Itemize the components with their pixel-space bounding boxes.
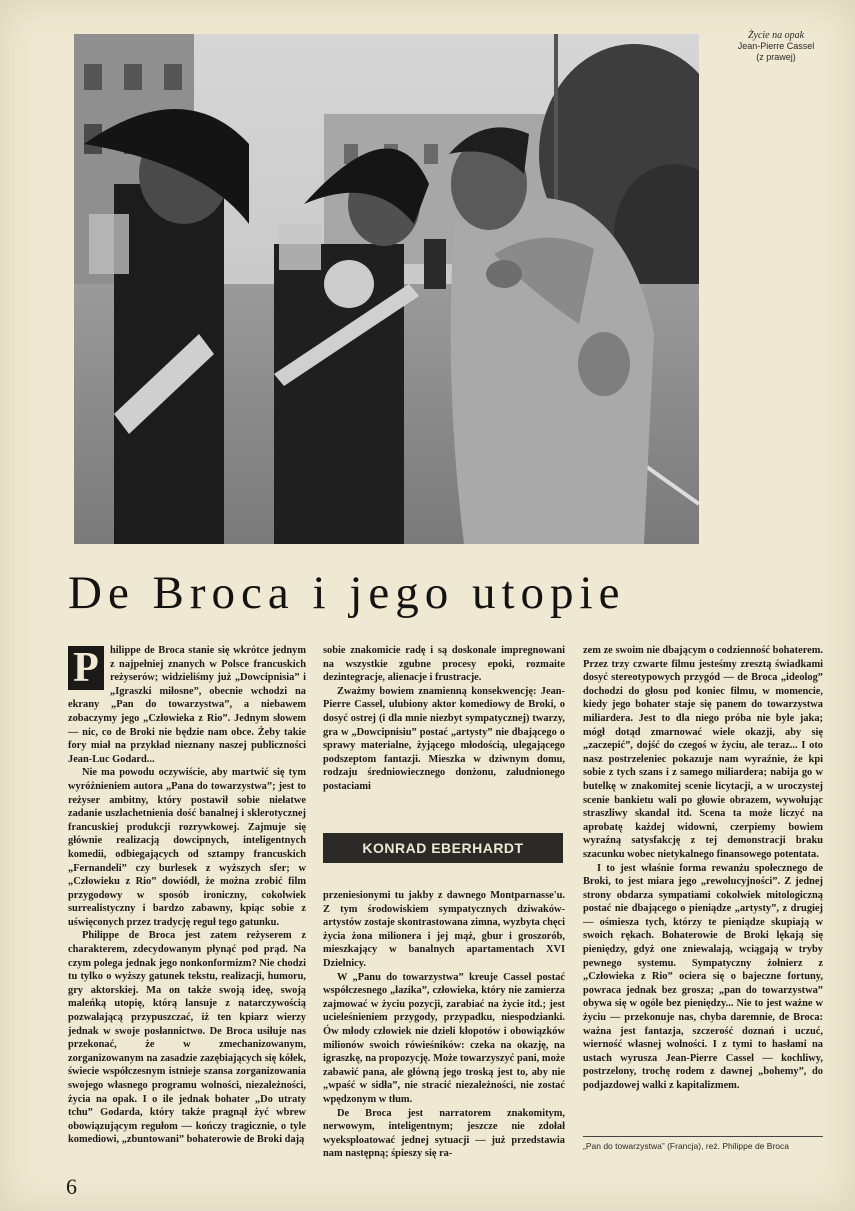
paragraph: przeniesionymi tu jakby z dawnego Montparnasse'u. Z tym środowiskiem sympatycznych dziwaków-artystów zostaje skontrastowana zimna, wyzbyta chęci życia żona milionera i jej mąż, gbur i groszorób, mieszkający w banalnych apartamentach XVI Dzielnicy. — [323, 890, 565, 969]
text-column-2-top — [323, 644, 565, 794]
paragraph: sobie znakomicie radę i są doskonale impregnowani na wszystkie zgubne procesy epoki, rozmaite dezintegracje, alienacje i frustracje. — [323, 645, 565, 684]
page-number: 6 — [66, 1174, 77, 1199]
paragraph: W „Panu do towarzystwa” kreuje Cassel postać współczesnego „łazika”, człowieka, który nie zamierza zajmować w życiu pozycji, zarabiać na życie itd.; jest ucieleśnieniem przygody, przypadku, niespodzianki. Ów młody człowiek nie dzieli kłopotów i obowiązków milionów swoich rówieśników: czeka na okazję, na igraszkę, na propozycję. Może towarzyszyć pani, może zabawić pana, ale główną jego troską jest to, aby nie „wpaść w sidła”, nie stracić niezależności, nie zostać wpędzonym w tłum. — [323, 971, 565, 1105]
caption-line-actor: Jean-Pierre Cassel — [737, 41, 815, 51]
paragraph: zem ze swoim nie dbającym o codzienność bohaterem. Przez trzy czwarte filmu jesteśmy zresztą świadkami dosyć stereotypowych przygód — de Broca „ideolog” dochodzi do głosu pod koniec filmu, w momencie, kiedy jego bohater staje się panem do towarzystwa miliardera. Jest to dla niego próba nie byle jaka; mógł dotąd zmarnować wiele okazji, aby się „zaczepić”, dojść do czegoś w życiu, ale teraz... I oto nasz postrzeleniec pokazuje nam wyraźnie, że kpi sobie z tych szans i z samego miliardera; nabija go w butelkę w znakomitej scenie licytacji, a w uroczystej scenie bankietu wali po głowie obrazem, wywołując straszliwy skandal itd. Scena ta może liczyć na aprobatę każdej widowni, czerpiemy bowiem wyraźną satysfakcję z tej demonstracji braku szacunku wobec nietykalnego finansowego potentata. — [583, 645, 823, 860]
text-column-2-bottom — [323, 889, 565, 1161]
dropcap-letter: P — [68, 646, 104, 690]
paragraph: De Broca jest narratorem znakomitym, nerwowym, inteligentnym; jeszcze nie zdołał wyeksploatować jednej sytuacji — już przedstawia nam następną; śpieszy się ra- — [323, 1107, 565, 1160]
article-headline: De Broca i jego utopie — [68, 567, 626, 619]
film-still-photo — [74, 34, 699, 544]
text-column-3 — [583, 644, 823, 1093]
caption-line-title: Życie na opak — [747, 30, 805, 41]
paragraph-lead — [68, 644, 306, 766]
paragraph: Zważmy bowiem znamienną konsekwencję: Jean-Pierre Cassel, ulubiony aktor komediowy de Broki, o dosyć ostrej (i dla mnie niezbyt sympatycznej) twarzy, gra w „Dowcipnisiu” postać „artysty” nie dbającego o sprawy materialne, żyjącego młodością, ulegającego podszeptom fantazji. Mieszka w dziwnym domu, rodzaju średniowiecznego donżonu, zaludnionego postaciami — [323, 685, 565, 792]
photo-caption-bottom: „Pan do towarzystwa” (Francja), reż. Philippe de Broca — [583, 1141, 789, 1151]
photo-illustration — [74, 34, 699, 544]
caption-divider — [583, 1136, 823, 1137]
paragraph-lead-text: hilippe de Broca stanie się wkrótce jednym z najpełniej znanych w Polsce francuskich reżyserów; widzieliśmy już „Dowcipnisia” i „Igraszki miłosne”, obecnie wchodzi na ekrany „Pan do towarzystwa”, a niebawem zobaczymy jego „Człowieka z Rio”. Jednym słowem — nic, co de Broki nie będzie nam obce. Żeby takie fory miał na przykład nieznany naszej publiczności Jean-Luc Godard... — [68, 645, 306, 765]
paragraph: I to jest właśnie forma rewanżu społecznego de Broki, to jest miara jego „rewolucyjności”. Z jednej strony obdarza sympatiami cokolwiek mitologiczną postać nie dbającego o pieniądze „artysty”, z drugiej — ośmiesza tych, którzy te pieniądze skupiają w swoich rękach. Bohaterowie de Broki lękają się pieniędzy, gdyż one zniewalają, wciągają w tryby pewnego systemu. Sympatyczny żołnierz z „Człowieka z Rio” ociera się o bajeczne fortuny, powraca jednak bez grosza; „pan do towarzystwa” obywa się w ogóle bez pieniędzy... Nie to jest ważne w życiu — przekonuje nas, chyba daremnie, de Broca: ważna jest fantazja, szczerość doznań i uczuć, wierność własnej wolności. I z tymi to hasłami na ustach wyrusza Jean-Pierre Cassel — kochliwy, postrzelony, trochę rodem z dawnej „bohemy”, do podjazdowej walki z kapitalizmem. — [583, 862, 823, 1091]
author-byline: KONRAD EBERHARDT — [323, 833, 563, 863]
paragraph: Nie ma powodu oczywiście, aby martwić się tym wyróżnieniem autora „Pana do towarzystwa”; jest to reżyser ambitny, który postawił sobie niełatwe zadanie uszlachetnienia dość banalnej i sklerotycznej francuskiej produkcji rozrywkowej. Zajmuje się głównie realizacją dowcipnych, inteligentnych komedii, odbiegających od sztampy francuskich „Fernandeli” czy burlesek z wyższych sfer; w „Człowieku z Rio” dowiódł, że można zrobić film przygodowy w sposób ironiczny, cokolwiek surrealistyczny i bardzo zabawny, kpiąc sobie z uświęconych przez tradycję reguł tego gatunku. — [68, 767, 306, 928]
photo-caption-top — [716, 30, 836, 63]
paragraph: Philippe de Broca jest zatem reżyserem z charakterem, zdecydowanym płynąć pod prąd. Na czym polega jednak jego nonkonformizm? Nie chodzi tu tylko o wyższy gatunek tekstu, realizacji, humoru, gry aktorskiej. Ma on także swoją ideę, swoją maleńką utopię, którą lansuje z natarczywością pozwalającą przypuszczać, iż ten kpiarz wierzy jednak w swoje posłannictwo. De Broca usiłuje nas przekonać, że w zmechanizowanym, zorganizowanym na zasadzie zazębiających się kółek, świecie współczesnym istnieje szansa zorganizowania swojego własnego programu wolności, niezależności, życia na opak. I o ile jednak bohater „Do utraty tchu” Godarda, który także pragnął żyć wbrew obowiązującym regułom — kończy tragicznie, o tyle komediowi, „zbuntowani” bohaterowie de Broki dają — [68, 930, 306, 1146]
caption-line-position: (z prawej) — [756, 52, 796, 62]
text-column-1 — [68, 644, 306, 1147]
